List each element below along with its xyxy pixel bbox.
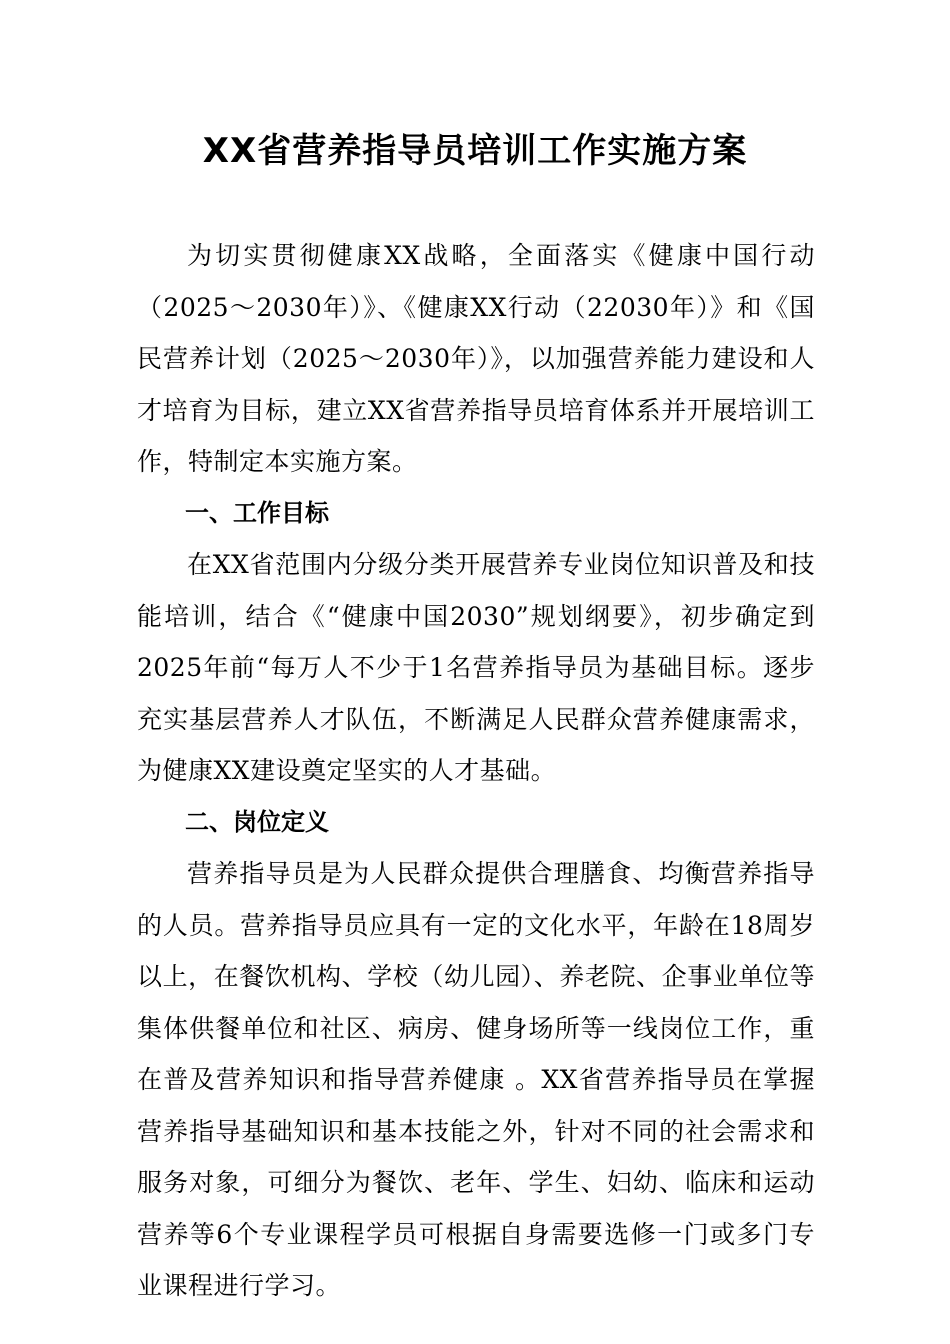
intro-paragraph: 为切实贯彻健康XX战略，全面落实《健康中国行动（2025～2030年）》、《健康XX行动（22030年）》和《国民营养计划（2025～2030年）》，以加强营养能力建设和人才培育为目标，建立XX省营养指导员培育体系并开展培训工作，特制定本实施方案。 xyxy=(137,241,815,476)
section-paragraph-goals: 在XX省范围内分级分类开展营养专业岗位知识普及和技能培训，结合《“健康中国2030”规划纲要》，初步确定到2025年前“每万人不少于1名营养指导员为基础目标。逐步充实基层营养人才队伍，不断满足人民群众营养健康需求，为健康XX建设奠定坚实的人才基础。 xyxy=(137,550,815,785)
document-title: XX省营养指导员培训工作实施方案 xyxy=(202,131,748,171)
document-body xyxy=(137,230,815,1312)
section-heading-definition: 二、岗位定义 xyxy=(185,807,329,836)
section-paragraph-definition: 营养指导员是为人民群众提供合理膳食、均衡营养指导的人员。营养指导员应具有一定的文化水平，年龄在18周岁以上，在餐饮机构、学校（幼儿园）、养老院、企事业单位等集体供餐单位和社区、病房、健身场所等一线岗位工作，重在普及营养知识和指导营养健康 。XX省营养指导员在掌握营养指导基础知识和基本技能之外，针对不同的社会需求和服务对象，可细分为餐饮、老年、学生、妇幼、临床和运动营养等6个专业课程学员可根据自身需要选修一门或多门专业课程进行学习。 xyxy=(137,859,815,1300)
section-heading-goals: 一、工作目标 xyxy=(185,498,329,527)
